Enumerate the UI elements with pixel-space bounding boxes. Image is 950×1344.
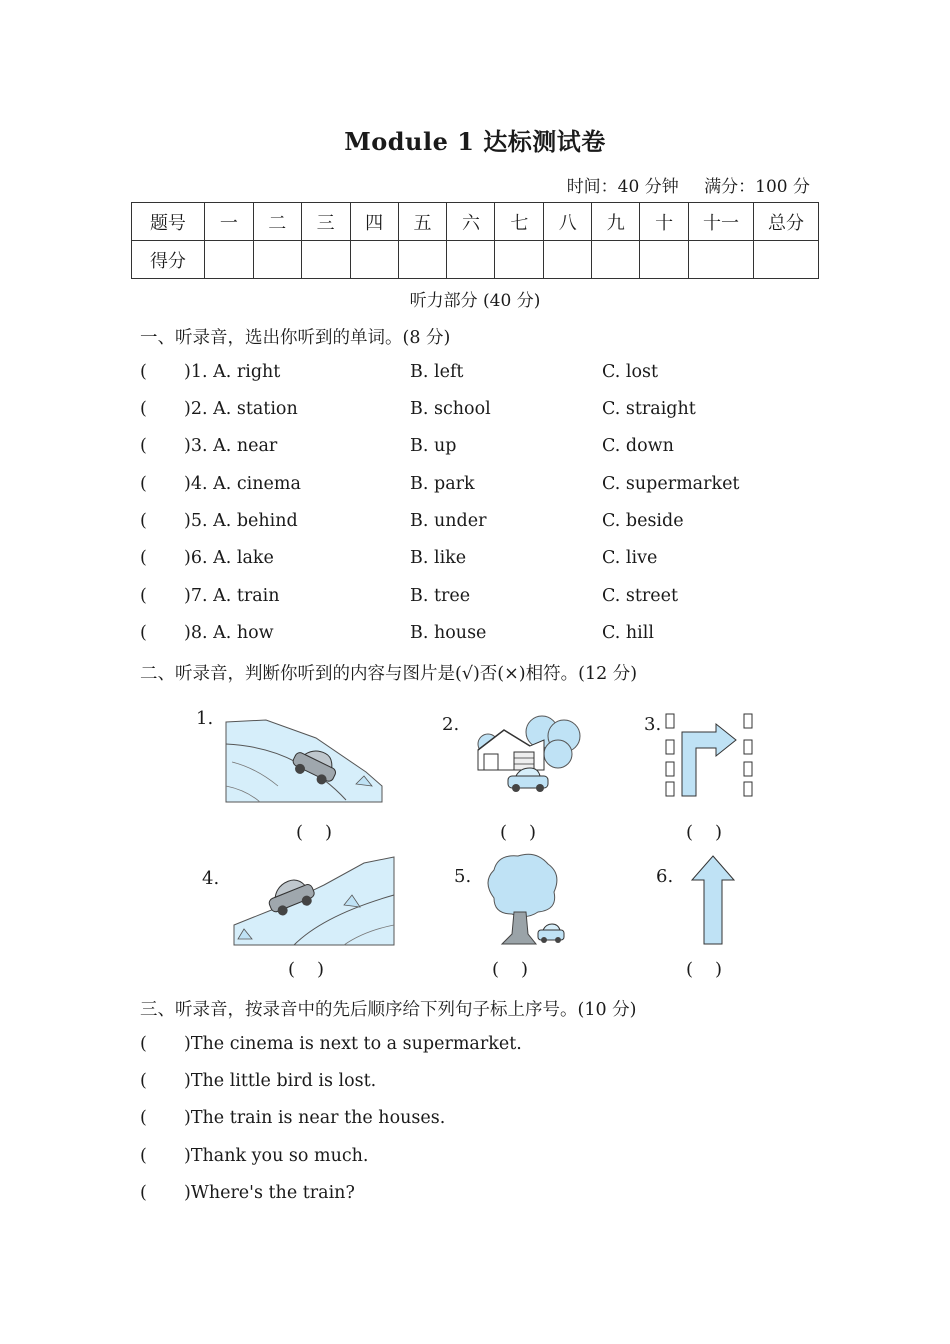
sentence-text: )Thank you so much. <box>184 1146 369 1166</box>
option-a: )3. A. near <box>184 436 278 456</box>
header-cell: 四 <box>350 203 398 241</box>
option-c: C. street <box>602 586 679 606</box>
score-cell[interactable] <box>495 241 544 279</box>
picture-answer-paren[interactable]: () <box>492 959 551 980</box>
option-a: )2. A. station <box>184 399 298 419</box>
answer-paren[interactable]: ( <box>140 399 147 419</box>
header-cell: 十一 <box>689 203 754 241</box>
header-cell: 十 <box>640 203 689 241</box>
exam-meta <box>547 172 810 197</box>
tree-car-picture <box>482 852 568 948</box>
car-downhill-picture <box>226 716 382 802</box>
header-cell: 七 <box>495 203 544 241</box>
option-a: )8. A. how <box>184 623 274 643</box>
time-limit: 时间：40 分钟 <box>566 177 679 197</box>
option-c: C. lost <box>602 362 659 382</box>
answer-paren[interactable]: ( <box>140 623 147 643</box>
header-cell: 六 <box>447 203 495 241</box>
option-c: C. straight <box>602 399 696 419</box>
score-cell[interactable] <box>350 241 398 279</box>
option-b: B. up <box>410 436 457 456</box>
answer-paren[interactable]: ( <box>140 586 147 606</box>
score-cell[interactable] <box>753 241 818 279</box>
option-a: )6. A. lake <box>184 548 274 568</box>
order-paren[interactable]: ( <box>140 1146 147 1166</box>
picture-number: 4. <box>202 868 220 889</box>
score-table <box>131 202 819 279</box>
option-b: B. under <box>410 511 487 531</box>
option-c: C. hill <box>602 623 654 643</box>
order-paren[interactable]: ( <box>140 1183 147 1203</box>
picture-answer-paren[interactable]: () <box>686 959 745 980</box>
header-cell: 九 <box>592 203 640 241</box>
header-cell: 题号 <box>132 203 205 241</box>
score-table-header-row <box>132 203 819 241</box>
full-score: 满分：100 分 <box>704 177 810 197</box>
order-paren[interactable]: ( <box>140 1034 147 1054</box>
picture-answer-paren[interactable]: () <box>500 822 559 843</box>
answer-paren[interactable]: ( <box>140 436 147 456</box>
header-cell: 二 <box>253 203 301 241</box>
page-title: Module 1 达标测试卷 <box>344 127 606 156</box>
header-cell: 一 <box>204 203 253 241</box>
option-c: C. live <box>602 548 658 568</box>
option-a: )5. A. behind <box>184 511 298 531</box>
picture-number: 3. <box>644 714 662 735</box>
sentence-text: )The train is near the houses. <box>184 1108 446 1128</box>
sentence-text: )The cinema is next to a supermarket. <box>184 1034 522 1054</box>
option-b: B. tree <box>410 586 471 606</box>
order-paren[interactable]: ( <box>140 1071 147 1091</box>
score-cell[interactable] <box>301 241 350 279</box>
option-c: C. beside <box>602 511 684 531</box>
option-a: )1. A. right <box>184 362 281 382</box>
header-cell: 三 <box>301 203 350 241</box>
answer-paren[interactable]: ( <box>140 511 147 531</box>
option-a: )4. A. cinema <box>184 474 301 494</box>
score-cell[interactable] <box>544 241 592 279</box>
answer-paren[interactable]: ( <box>140 362 147 382</box>
score-cell[interactable] <box>253 241 301 279</box>
score-row-label: 得分 <box>132 241 205 279</box>
score-cell[interactable] <box>592 241 640 279</box>
score-cell[interactable] <box>447 241 495 279</box>
section2-title: 二、听录音，判断你听到的内容与图片是(√)否(×)相符。(12 分) <box>140 664 638 684</box>
picture-number: 5. <box>454 866 472 887</box>
option-b: B. school <box>410 399 491 419</box>
score-cell[interactable] <box>204 241 253 279</box>
header-cell: 八 <box>544 203 592 241</box>
score-cell[interactable] <box>640 241 689 279</box>
picture-answer-paren[interactable]: () <box>288 959 347 980</box>
answer-paren[interactable]: ( <box>140 548 147 568</box>
house-trees-car-picture <box>474 714 584 794</box>
section3-title: 三、听录音，按录音中的先后顺序给下列句子标上序号。(10 分) <box>140 1000 637 1020</box>
answer-paren[interactable]: ( <box>140 474 147 494</box>
option-a: )7. A. train <box>184 586 280 606</box>
option-b: B. house <box>410 623 487 643</box>
score-cell[interactable] <box>689 241 754 279</box>
option-c: C. down <box>602 436 674 456</box>
score-cell[interactable] <box>398 241 447 279</box>
option-b: B. left <box>410 362 464 382</box>
go-straight-picture <box>690 854 736 946</box>
option-c: C. supermarket <box>602 474 740 494</box>
picture-number: 1. <box>196 708 214 729</box>
option-b: B. park <box>410 474 475 494</box>
listening-part-heading: 听力部分 (40 分) <box>409 291 541 311</box>
section1-title: 一、听录音，选出你听到的单词。(8 分) <box>140 328 451 348</box>
order-paren[interactable]: ( <box>140 1108 147 1128</box>
picture-answer-paren[interactable]: () <box>296 822 355 843</box>
sentence-text: )The little bird is lost. <box>184 1071 377 1091</box>
header-cell: 五 <box>398 203 447 241</box>
sentence-text: )Where's the train? <box>184 1183 355 1203</box>
option-b: B. like <box>410 548 467 568</box>
header-cell: 总分 <box>753 203 818 241</box>
picture-number: 6. <box>656 866 674 887</box>
car-uphill-picture <box>234 855 394 945</box>
score-table-score-row <box>132 241 819 279</box>
picture-answer-paren[interactable]: () <box>686 822 745 843</box>
turn-right-picture <box>664 712 756 798</box>
picture-number: 2. <box>442 714 460 735</box>
